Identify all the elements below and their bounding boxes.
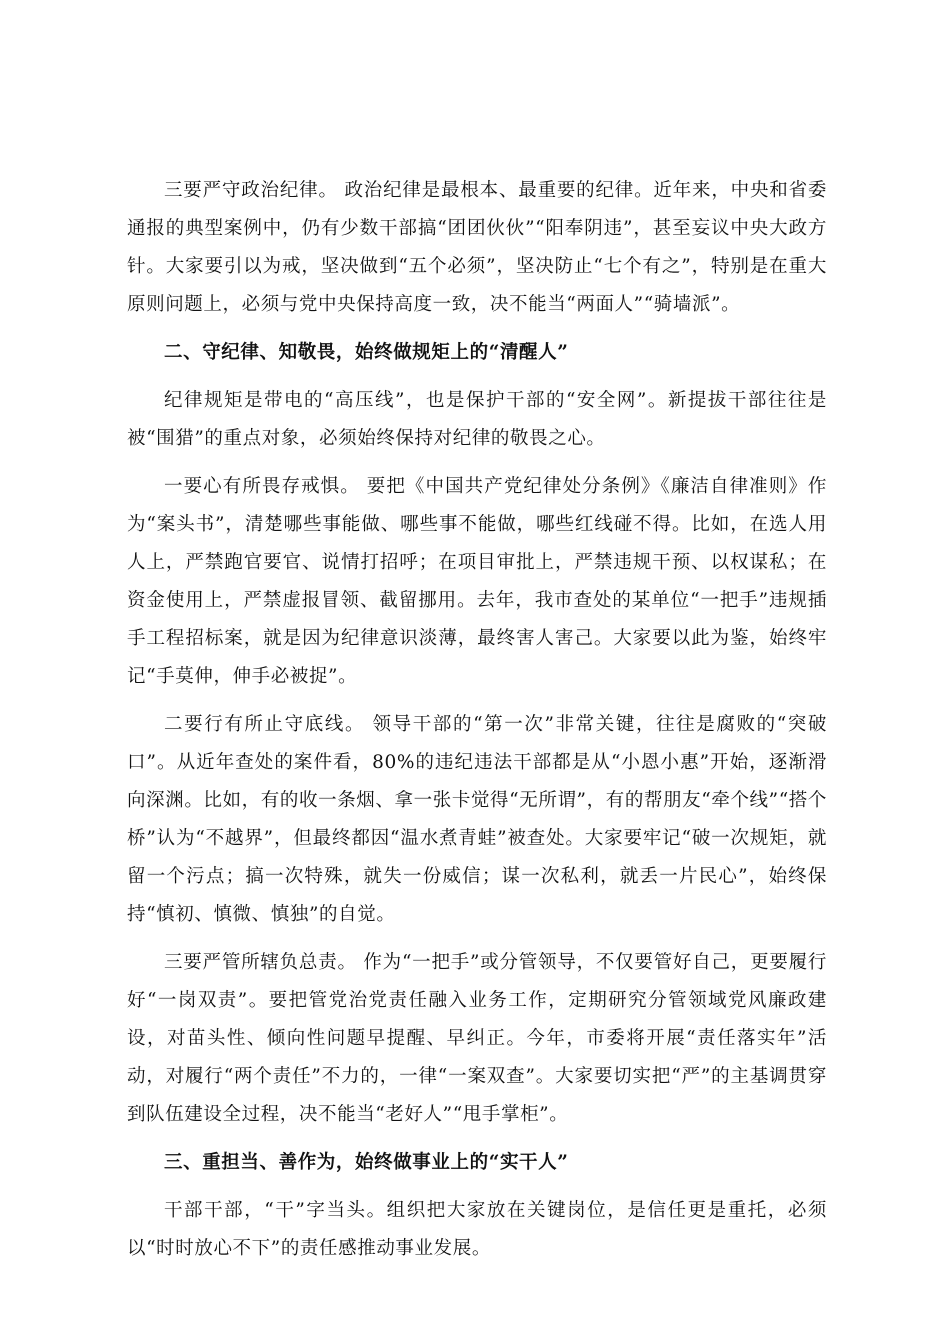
paragraph-political-discipline: 三要严守政治纪律。 政治纪律是最根本、最重要的纪律。近年来，中央和省委通报的典型案例中，仍有少数干部搞“团团伙伙”“阳奉阴违”，甚至妄议中央大政方针。大家要引以为戒，坚决做到“五个必须”，坚决防止“七个有之”，特别是在重大原则问题上，必须与党中央保持高度一致，决不能当“两面人”“骑墙派”。 xyxy=(127,180,827,315)
paragraph-bottom-line: 二要行有所止守底线。 领导干部的“第一次”非常关键，往往是腐败的“突破口”。从近年查处的案件看，80%的违纪违法干部都是从“小恩小惠”开始，逐渐滑向深渊。比如，有的收一条烟、拿一张卡觉得“无所谓”，有的帮朋友“牵个线”“搭个桥”认为“不越界”，但最终都因“温水煮青蛙”被查处。大家要牢记“破一次规矩，就留一个污点；搞一次特殊，就失一份威信；谋一次私利，就丢一片民心”，始终保持“慎初、慎微、慎独”的自觉。 xyxy=(127,714,827,925)
section-heading-3: 三、重担当、善作为，始终做事业上的“实干人” xyxy=(164,1152,569,1173)
paragraph-responsibility: 三要严管所辖负总责。 作为“一把手”或分管领导，不仅要管好自己，更要履行好“一岗双责”。要把管党治党责任融入业务工作，定期研究分管领域党风廉政建设，对苗头性、倾向性问题早提醒、早纠正。今年，市委将开展“责任落实年”活动，对履行“两个责任”不力的，一律“一案双查”。大家要切实把“严”的主基调贯穿到队伍建设全过程，决不能当“老好人”“甩手掌柜”。 xyxy=(127,952,827,1125)
paragraph-action-intro: 干部干部，“干”字当头。组织把大家放在关键岗位，是信任更是重托，必须以“时时放心不下”的责任感推动事业发展。 xyxy=(127,1200,827,1259)
document-page xyxy=(127,172,827,1278)
paragraph-discipline-intro: 纪律规矩是带电的“高压线”，也是保护干部的“安全网”。新提拔干部往往是被“围猎”的重点对象，必须始终保持对纪律的敬畏之心。 xyxy=(127,390,827,449)
paragraph-awe: 一要心有所畏存戒惧。 要把《中国共产党纪律处分条例》《廉洁自律准则》作为“案头书”，清楚哪些事能做、哪些事不能做，哪些红线碰不得。比如，在选人用人上，严禁跑官要官、说情打招呼；在项目审批上，严禁违规干预、以权谋私；在资金使用上，严禁虚报冒领、截留挪用。去年，我市查处的某单位“一把手”违规插手工程招标案，就是因为纪律意识淡薄，最终害人害己。大家要以此为鉴，始终牢记“手莫伸，伸手必被捉”。 xyxy=(127,476,827,687)
section-heading-2: 二、守纪律、知敬畏，始终做规矩上的“清醒人” xyxy=(164,342,569,363)
